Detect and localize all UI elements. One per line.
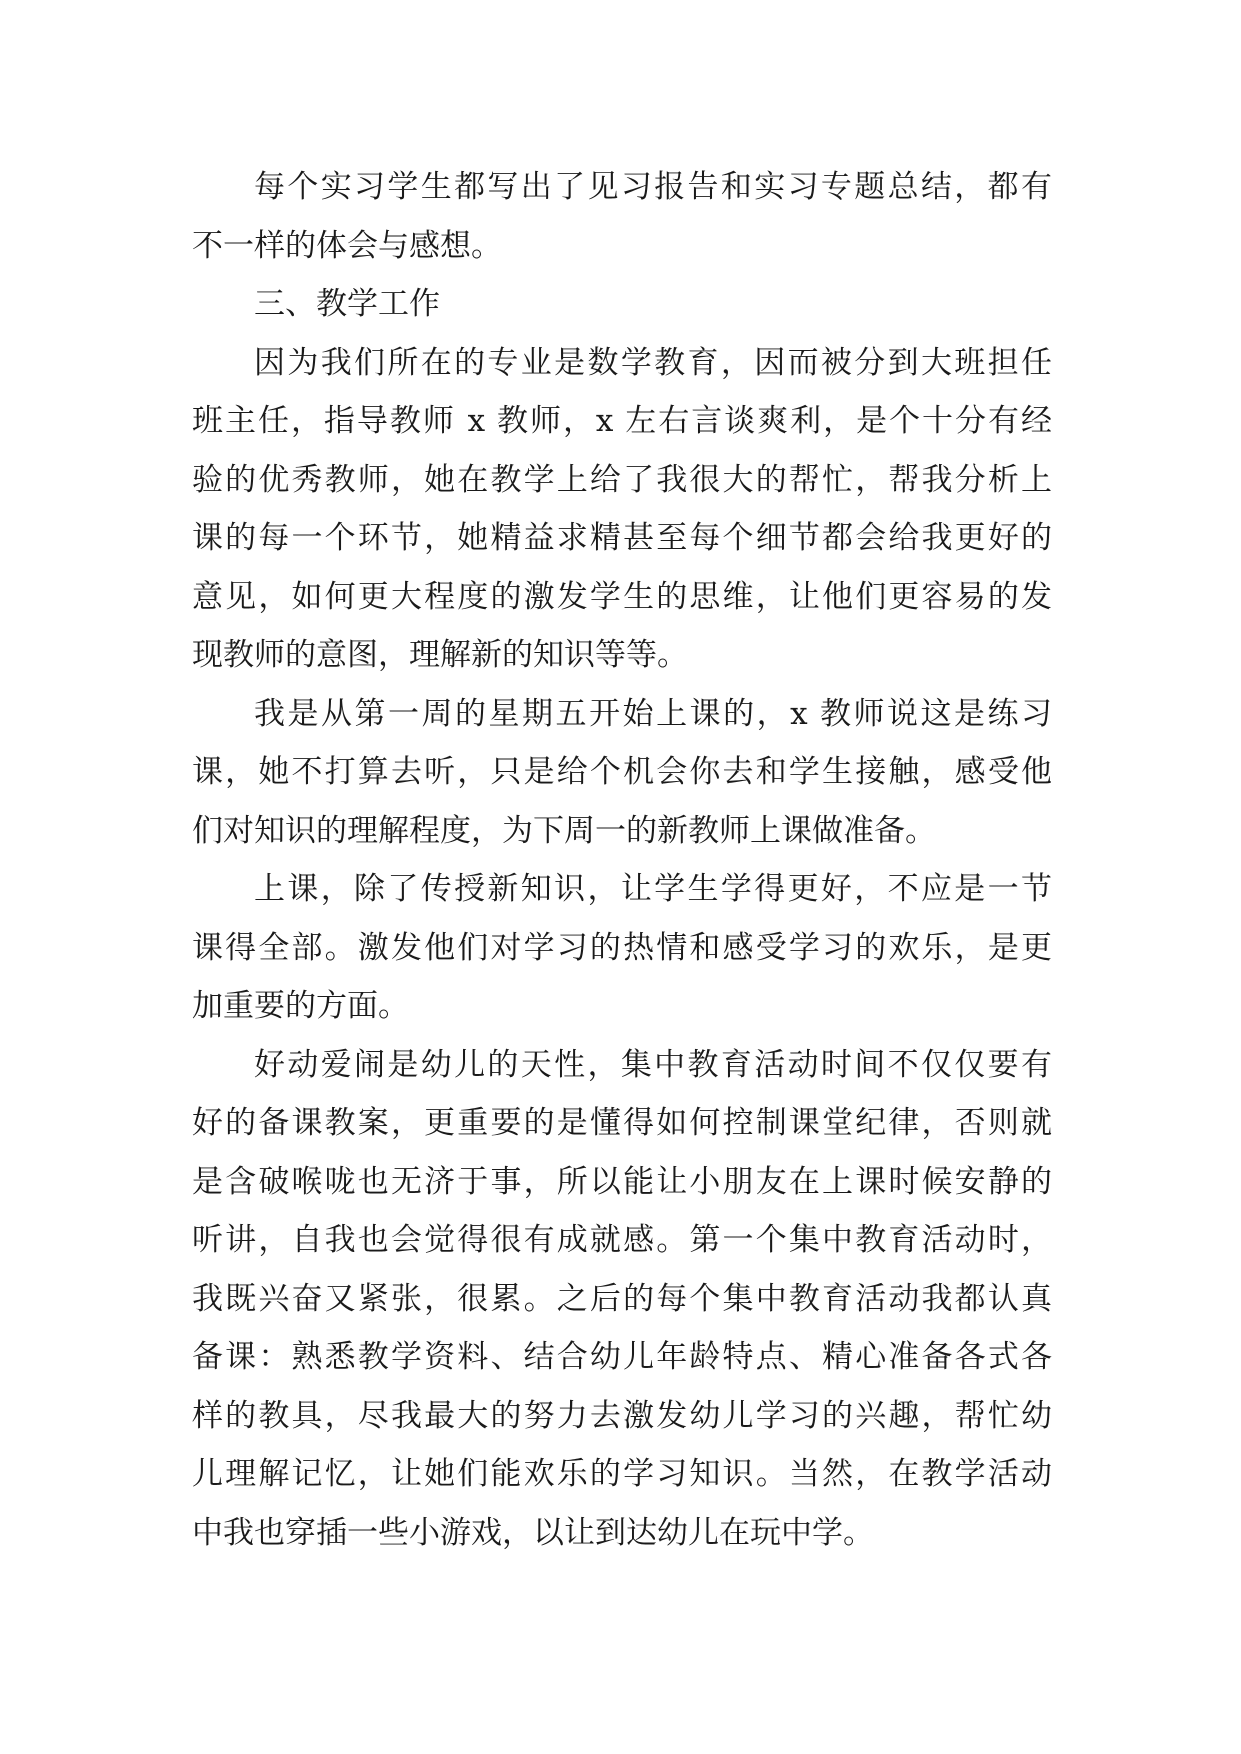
text-line: 每个实习学生都写出了见习报告和实习专题总结，都有: [254, 169, 1052, 205]
text-line: 验的优秀教师，她在教学上给了我很大的帮忙，帮我分析上: [192, 461, 1052, 498]
text-line: 听讲，自我也会觉得很有成就感。第一个集中教育活动时，: [192, 1222, 1052, 1258]
paragraph: [192, 1036, 1052, 1563]
document-body: [192, 158, 1052, 1562]
text-line: 备课：熟悉教学资料、结合幼儿年龄特点、精心准备各式各: [192, 1339, 1052, 1375]
text-line: 好动爱闹是幼儿的天性，集中教育活动时间不仅仅要有: [254, 1046, 1052, 1083]
text-line: 三、教学工作: [254, 286, 440, 322]
text-line: 儿理解记忆，让她们能欢乐的学习知识。当然，在教学活动: [192, 1456, 1052, 1492]
text-line: 班主任，指导教师 x 教师，x 左右言谈爽利，是个十分有经: [192, 403, 1052, 439]
text-line: 课的每一个环节，她精益求精甚至每个细节都会给我更好的: [192, 520, 1052, 556]
text-line: 上课，除了传授新知识，让学生学得更好，不应是一节: [254, 871, 1052, 907]
text-line: 我既兴奋又紧张，很累。之后的每个集中教育活动我都认真: [192, 1280, 1052, 1317]
text-line: 现教师的意图，理解新的知识等等。: [192, 637, 688, 673]
paragraph: [192, 334, 1052, 685]
text-line: 我是从第一周的星期五开始上课的，x 教师说这是练习: [254, 695, 1052, 732]
section-heading: [192, 275, 1052, 334]
text-line: 们对知识的理解程度，为下周一的新教师上课做准备。: [192, 812, 936, 849]
paragraph: [192, 158, 1052, 275]
text-line: 不一样的体会与感想。: [192, 227, 502, 264]
text-line: 加重要的方面。: [192, 988, 409, 1024]
text-line: 好的备课教案，更重要的是懂得如何控制课堂纪律，否则就: [192, 1105, 1052, 1141]
text-line: 样的教具，尽我最大的努力去激发幼儿学习的兴趣，帮忙幼: [192, 1397, 1052, 1434]
text-line: 是含破喉咙也无济于事，所以能让小朋友在上课时候安静的: [192, 1163, 1052, 1200]
text-line: 因为我们所在的专业是数学教育，因而被分到大班担任: [254, 344, 1052, 381]
text-line: 课得全部。激发他们对学习的热情和感受学习的欢乐，是更: [192, 929, 1052, 966]
text-line: 意见，如何更大程度的激发学生的思维，让他们更容易的发: [192, 578, 1052, 615]
text-line: 中我也穿插一些小游戏，以让到达幼儿在玩中学。: [192, 1514, 874, 1551]
paragraph: [192, 860, 1052, 1036]
paragraph: [192, 685, 1052, 861]
text-line: 课，她不打算去听，只是给个机会你去和学生接触，感受他: [192, 754, 1052, 790]
